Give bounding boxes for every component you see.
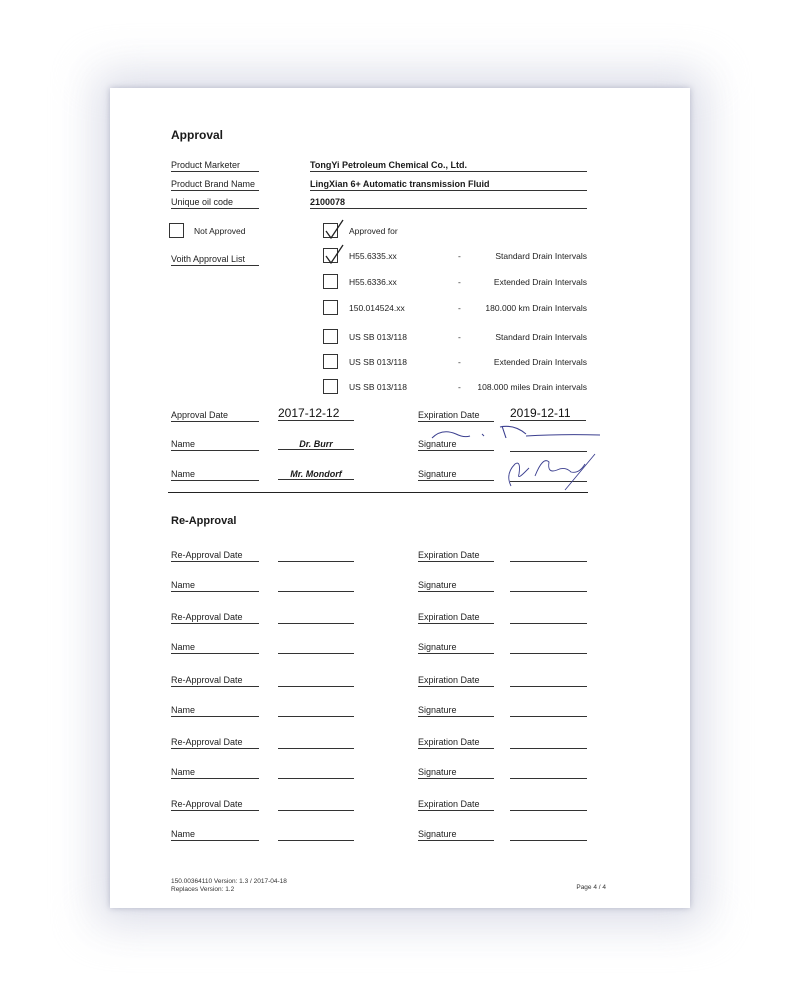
- item-checkbox[interactable]: [323, 274, 338, 289]
- list-item: [110, 248, 690, 266]
- signature-line[interactable]: [510, 778, 587, 779]
- approval-date-label: Approval Date: [171, 410, 259, 422]
- list-item: [110, 354, 690, 372]
- reapproval-block: [110, 675, 690, 719]
- signature-label: Signature: [418, 580, 494, 592]
- expiration-date-value: 2019-12-11: [510, 406, 586, 421]
- expiration-date-label: Expiration Date: [418, 737, 494, 749]
- name-line[interactable]: [278, 778, 354, 779]
- reapproval-date-line[interactable]: [278, 686, 354, 687]
- signature-label: Signature: [418, 469, 494, 481]
- item-code: US SB 013/118: [349, 332, 407, 342]
- voith-list-label: Voith Approval List: [171, 254, 259, 266]
- item-checkbox[interactable]: [323, 300, 338, 315]
- reapproval-block: [110, 799, 690, 843]
- checkmark-icon: [323, 219, 345, 241]
- name-label: Name: [171, 642, 259, 654]
- name-label: Name: [171, 439, 259, 451]
- list-item: [110, 379, 690, 397]
- reapproval-date-label: Re-Approval Date: [171, 612, 259, 624]
- expiration-date-label: Expiration Date: [418, 675, 494, 687]
- expiration-date-line[interactable]: [510, 810, 587, 811]
- item-checkbox[interactable]: [323, 379, 338, 394]
- reapproval-block: [110, 737, 690, 781]
- name-line[interactable]: [278, 716, 354, 717]
- brand-name-label: Product Brand Name: [171, 179, 259, 191]
- signature-line[interactable]: [510, 840, 587, 841]
- approver-name-1: Dr. Burr: [278, 439, 354, 450]
- name-line[interactable]: [278, 653, 354, 654]
- document-page: [110, 88, 690, 908]
- item-interval: Extended Drain Intervals: [493, 277, 587, 287]
- reapproval-date-line[interactable]: [278, 561, 354, 562]
- item-code: US SB 013/118: [349, 382, 407, 392]
- item-dash: -: [458, 332, 461, 342]
- item-code: 150.014524.xx: [349, 303, 405, 313]
- name-line[interactable]: [278, 840, 354, 841]
- product-marketer-label: Product Marketer: [171, 160, 259, 172]
- signature-line[interactable]: [510, 653, 587, 654]
- footer-version: 150.00364110 Version: 1.3 / 2017-04-18: [171, 878, 287, 885]
- item-dash: -: [458, 277, 461, 287]
- list-item: [110, 300, 690, 318]
- reapproval-date-label: Re-Approval Date: [171, 799, 259, 811]
- oil-code-label: Unique oil code: [171, 197, 259, 209]
- reapproval-date-line[interactable]: [278, 623, 354, 624]
- reapproval-date-line[interactable]: [278, 748, 354, 749]
- item-dash: -: [458, 357, 461, 367]
- signature-label: Signature: [418, 767, 494, 779]
- expiration-date-line[interactable]: [510, 561, 587, 562]
- footer-page: Page 4 / 4: [576, 884, 606, 891]
- reapproval-block: [110, 612, 690, 656]
- product-marketer-value: TongYi Petroleum Chemical Co., Ltd.: [310, 160, 587, 172]
- item-interval: Standard Drain Intervals: [495, 251, 587, 261]
- list-item: [110, 274, 690, 292]
- expiration-date-label: Expiration Date: [418, 799, 494, 811]
- item-code: H55.6336.xx: [349, 277, 397, 287]
- signature-label: Signature: [418, 829, 494, 841]
- name-label: Name: [171, 829, 259, 841]
- item-code: US SB 013/118: [349, 357, 407, 367]
- list-item: [110, 329, 690, 347]
- item-interval: Standard Drain Intervals: [495, 332, 587, 342]
- name-label: Name: [171, 767, 259, 779]
- item-interval: 180.000 km Drain Intervals: [485, 303, 587, 313]
- signature-line[interactable]: [510, 591, 587, 592]
- signature-label: Signature: [418, 642, 494, 654]
- expiration-date-label: Expiration Date: [418, 410, 494, 422]
- item-checkbox[interactable]: [323, 329, 338, 344]
- expiration-date-line[interactable]: [510, 623, 587, 624]
- handwritten-signature-1: [430, 418, 602, 446]
- section-divider: [168, 492, 588, 493]
- expiration-date-line[interactable]: [510, 686, 587, 687]
- name-label: Name: [171, 705, 259, 717]
- footer-replaces: Replaces Version: 1.2: [171, 886, 235, 893]
- name-label: Name: [171, 469, 259, 481]
- item-dash: -: [458, 251, 461, 261]
- not-approved-label: Not Approved: [194, 226, 246, 236]
- reapproval-date-label: Re-Approval Date: [171, 675, 259, 687]
- reapproval-block: [110, 550, 690, 594]
- not-approved-checkbox[interactable]: [169, 223, 184, 238]
- handwritten-signature-2: [495, 450, 599, 492]
- expiration-date-label: Expiration Date: [418, 550, 494, 562]
- approver-name-2: Mr. Mondorf: [278, 469, 354, 480]
- oil-code-value: 2100078: [310, 197, 587, 209]
- item-checkbox[interactable]: [323, 354, 338, 369]
- item-checkbox[interactable]: [323, 248, 338, 263]
- brand-name-value: LingXian 6+ Automatic transmission Fluid: [310, 179, 587, 191]
- approved-for-label: Approved for: [349, 226, 398, 236]
- item-interval: Extended Drain Intervals: [493, 357, 587, 367]
- approval-title: Approval: [171, 128, 224, 142]
- name-label: Name: [171, 580, 259, 592]
- item-code: H55.6335.xx: [349, 251, 397, 261]
- reapproval-date-line[interactable]: [278, 810, 354, 811]
- checkmark-icon: [323, 244, 345, 266]
- item-dash: -: [458, 382, 461, 392]
- approved-for-checkbox[interactable]: [323, 223, 338, 238]
- reapproval-title: Re-Approval: [171, 515, 237, 527]
- signature-label: Signature: [418, 439, 494, 451]
- expiration-date-line[interactable]: [510, 748, 587, 749]
- signature-line[interactable]: [510, 716, 587, 717]
- name-line[interactable]: [278, 591, 354, 592]
- expiration-date-label: Expiration Date: [418, 612, 494, 624]
- reapproval-date-label: Re-Approval Date: [171, 737, 259, 749]
- approval-date-value: 2017-12-12: [278, 406, 354, 421]
- signature-label: Signature: [418, 705, 494, 717]
- item-dash: -: [458, 303, 461, 313]
- item-interval: 108.000 miles Drain intervals: [477, 382, 587, 392]
- reapproval-date-label: Re-Approval Date: [171, 550, 259, 562]
